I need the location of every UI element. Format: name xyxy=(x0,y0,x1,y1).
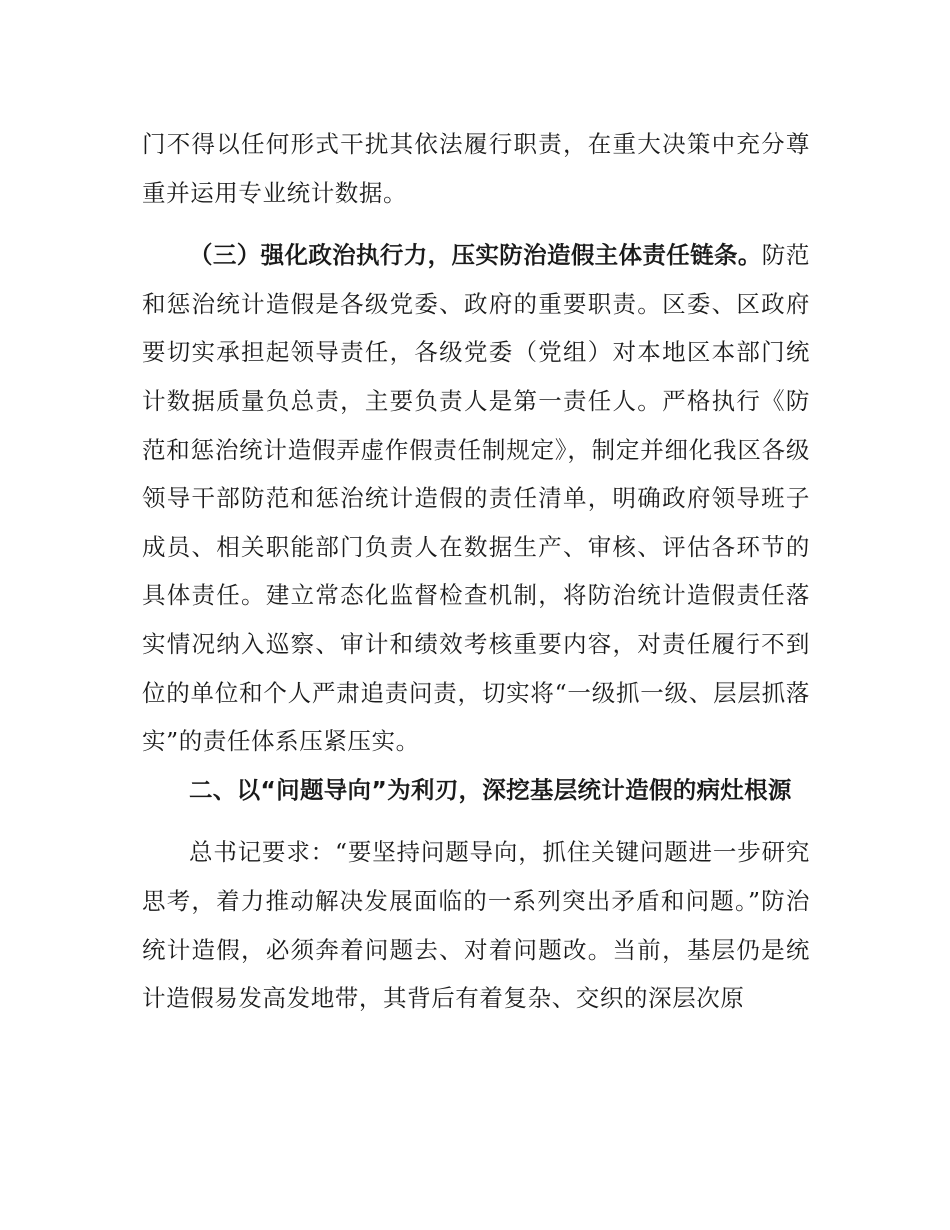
section-three-lead: （三）强化政治执行力，压实防治造假主体责任链条。 xyxy=(189,241,762,270)
paragraph-problem-orientation: 总书记要求：“要坚持问题导向，抓住关键问题进一步研究思考，着力推动解决发展面临的一系列突出矛盾和问题。”防治统计造假，必须奔着问题去、对着问题改。当前，基层仍是统计造假易发高发地带，其背后有着复杂、交织的深层次原 xyxy=(142,838,810,1013)
paragraph-continuation: 门不得以任何形式干扰其依法履行职责，在重大决策中充分尊重并运用专业统计数据。 xyxy=(142,130,810,207)
section-three-body: 防范和惩治统计造假是各级党委、政府的重要职责。区委、区政府要切实承担起领导责任，各级党委（党组）对本地区本部门统计数据质量负总责，主要负责人是第一责任人。严格执行《防范和惩治统计造假弄虚作假责任制规定》，制定并细化我区各级领导干部防范和惩治统计造假的责任清单，明确政府领导班子成员、相关职能部门负责人在数据生产、审核、评估各环节的具体责任。建立常态化监督检查机制，将防治统计造假责任落实情况纳入巡察、审计和绩效考核重要内容，对责任履行不到位的单位和个人严肃追责问责，切实将“一级抓一级、层层抓落实”的责任体系压紧压实。 xyxy=(142,241,810,756)
paragraph-section-three xyxy=(142,231,810,766)
section-heading-two: 二、以“问题导向”为利刃，深挖基层统计造假的病灶根源 xyxy=(189,775,792,804)
document-page xyxy=(142,120,810,1023)
